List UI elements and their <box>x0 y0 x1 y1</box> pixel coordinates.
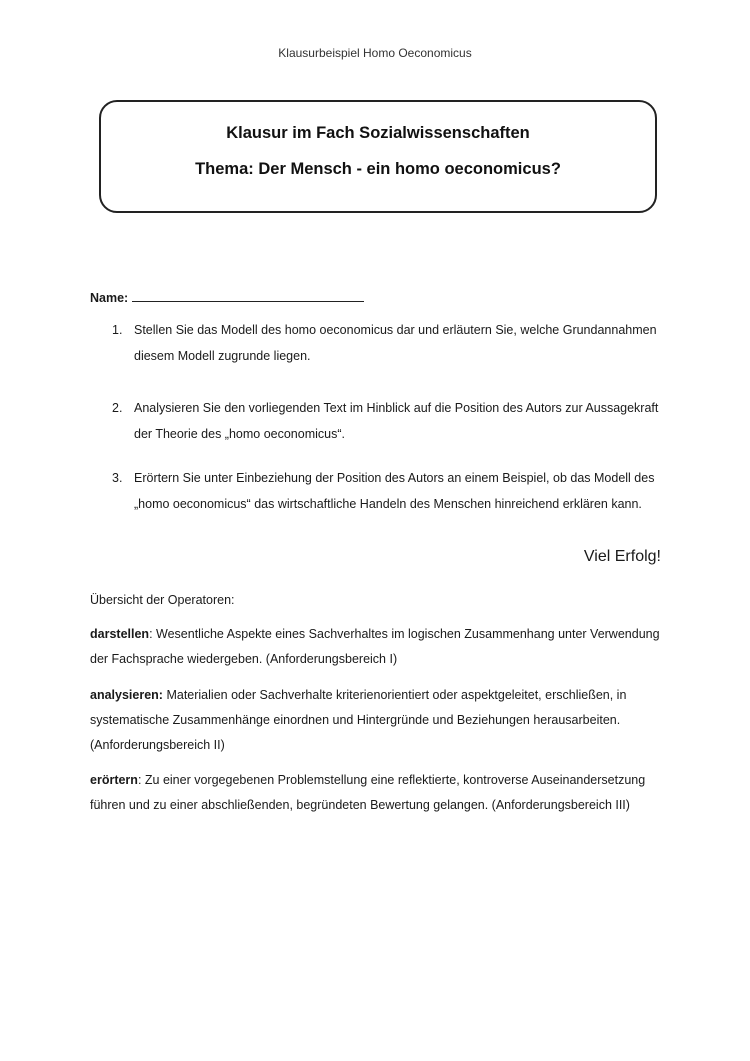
task-item <box>112 317 672 369</box>
name-label: Name: <box>90 291 129 305</box>
task-number: 1. <box>112 323 123 337</box>
running-header: Klausurbeispiel Homo Oeconomicus <box>278 46 472 60</box>
operator-text: Wesentliche Aspekte eines Sachverhaltes im logischen Zusammenhang unter Verwendung der Fachsprache wiedergeben. (Anforderungsbereich I) <box>90 627 660 666</box>
task-number: 2. <box>112 401 123 415</box>
operator-definition <box>90 622 665 672</box>
operator-definition <box>90 683 665 758</box>
operator-term: erörtern <box>90 773 138 787</box>
task-item <box>112 465 672 517</box>
closing-wish: Viel Erfolg! <box>583 548 661 565</box>
title-box <box>99 100 657 213</box>
task-text: Erörtern Sie unter Einbeziehung der Position des Autors an einem Beispiel, ob das Modell des „homo oeconomicus“ das wirtschaftliche Handeln des Menschen hinreichend erklären kann. <box>134 471 655 511</box>
exam-title: Klausur im Fach Sozialwissenschaften <box>226 124 530 142</box>
operator-text: Zu einer vorgegebenen Problemstellung eine reflektierte, kontroverse Auseinandersetzung führen und zu einer abschließenden, begründeten Bewertung gelangen. (Anforderungsbereich III) <box>90 773 646 812</box>
task-item <box>112 395 672 447</box>
operator-term: darstellen <box>90 627 150 641</box>
name-blank-line <box>132 289 364 302</box>
task-text: Analysieren Sie den vorliegenden Text im Hinblick auf die Position des Autors zur Aussagekraft der Theorie des „homo oeconomicus“. <box>134 401 659 441</box>
name-field <box>90 289 364 305</box>
exam-topic: Thema: Der Mensch - ein homo oeconomicus? <box>195 160 561 178</box>
operator-text: Materialien oder Sachverhalte kriterienorientiert oder aspektgeleitet, erschließen, in systematische Zusammenhänge einordnen und Hintergründe und Beziehungen herausarbeiten. (Anforderungsbereich II) <box>90 688 627 752</box>
operator-definition <box>90 768 665 818</box>
operators-heading: Übersicht der Operatoren: <box>90 593 235 607</box>
operator-separator: : <box>149 627 157 641</box>
task-number: 3. <box>112 471 123 485</box>
operator-term: analysieren: <box>90 688 163 702</box>
task-text: Stellen Sie das Modell des homo oeconomicus dar und erläutern Sie, welche Grundannahmen diesem Modell zugrunde liegen. <box>134 323 657 363</box>
operator-separator: : <box>137 773 145 787</box>
